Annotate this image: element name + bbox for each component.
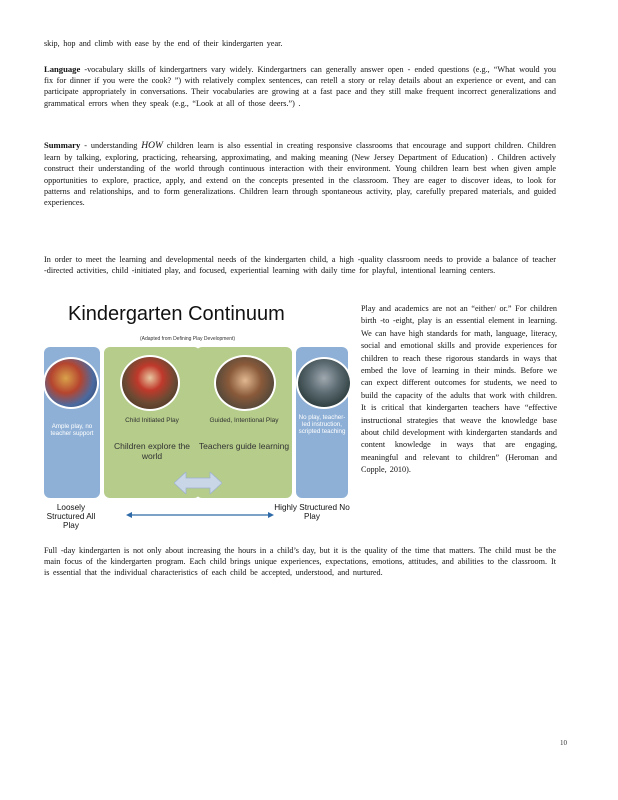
paragraph-language bbox=[44, 64, 556, 109]
paragraph-full-day bbox=[44, 545, 556, 579]
page-number: 10 bbox=[560, 739, 567, 747]
label-loosely-structured: Loosely Structured All Play bbox=[46, 503, 96, 530]
kindergarten-continuum-figure bbox=[40, 303, 352, 528]
classroom-photo-1 bbox=[43, 357, 99, 409]
sidebar-paragraph-play-academics bbox=[361, 303, 557, 477]
label-ample-play: Ample play, no teacher support bbox=[50, 423, 94, 437]
classroom-photo-4 bbox=[296, 357, 352, 409]
classroom-photo-3 bbox=[214, 355, 276, 411]
label-child-initiated: Child Initiated Play bbox=[125, 417, 179, 424]
label-no-play: No play, teacher-led instruction, scripted teaching bbox=[298, 414, 346, 435]
continuum-arrow-icon bbox=[126, 510, 274, 520]
paragraph-summary bbox=[44, 140, 556, 208]
label-teachers-guide: Teachers guide learning bbox=[198, 441, 290, 451]
paragraph-text: In order to meet the learning and developmental needs of the kindergarten child, a high -quality classroom needs to provide a balance of teacher -directed activities, child -initiated play, and focused, experiential learning with daily time for playful, intentional learning centers. bbox=[44, 255, 556, 276]
language-body: -vocabulary skills of kindergartners vary widely. Kindergartners can generally answer open - ended questions (e.g., “What would you fix for dinner if you were the cook? ”) with relatively complex sentences, can retell a story or relay details about an experience or event, and can participate appropriately in conversations. Their vocabularies are growing at a fast pace and they still make frequent incorrect generalizations and grammatical errors when they speak (e.g., “Look at all of those deers.”) . bbox=[44, 65, 556, 108]
paragraph-classroom-balance bbox=[44, 254, 556, 276]
summary-pre: - understanding bbox=[80, 141, 142, 150]
label-guided-play: Guided, Intentional Play bbox=[209, 417, 279, 424]
paragraph-motor-skills bbox=[44, 38, 556, 49]
classroom-photo-2 bbox=[120, 355, 180, 411]
figure-title: Kindergarten Continuum bbox=[68, 303, 285, 325]
paragraph-text: skip, hop and climb with ease by the end of their kindergarten year. bbox=[44, 39, 283, 48]
paragraph-text: Play and academics are not an “either/ or.” For children birth -to -eight, play is an essential element in learning. We can have high standards for math, language, literacy, social and emotional skills and provide experiences for children to reach these rigorous standards in ways that embed the love of learning in their minds. Before we can expect different outcomes for students, we need to build the capacity of the adults that work with children. It is critical that kindergarten teachers have “effective instructional strategies that weave the knowledge base about child development with kindergarten standards and content knowledge in ways that are engaging, meaningful and relevant to children” (Heroman and Copple, 2010). bbox=[361, 304, 557, 475]
paragraph-text: Full -day kindergarten is not only about increasing the hours in a child’s day, but it is the quality of the time that matters. The child must be the main focus of the kindergarten program. Each child brings unique experiences, expectations, emotions, attitudes, and abilities to the classroom. It is essential that the individual characteristics of each child be accepted, understood, and nurtured. bbox=[44, 546, 556, 578]
figure-source-note: (Adapted from Defining Play Development) bbox=[140, 336, 236, 342]
label-highly-structured: Highly Structured No Play bbox=[274, 503, 350, 521]
language-heading: Language bbox=[44, 64, 81, 74]
summary-how: HOW bbox=[141, 141, 163, 151]
label-children-explore: Children explore the world bbox=[113, 441, 191, 461]
double-arrow-icon bbox=[174, 472, 222, 494]
summary-body: children learn is also essential in creating responsive classrooms that encourage and support children. Children learn by talking, exploring, practicing, rehearsing, approximating, and making meaning (New Jersey Department of Education) . Children actively construct their understanding of the world through continuous interaction with their environment. Young children learn best when given ample opportunities to explore, practice, apply, and extend on the concepts presented in the classroom. They are eager to discover ideas, to look for patterns and relationships, and to form generalizations. Children learn through spontaneous activity, play, carefully prepared materials, and guided experiences. bbox=[44, 141, 556, 208]
summary-heading: Summary bbox=[44, 140, 81, 150]
